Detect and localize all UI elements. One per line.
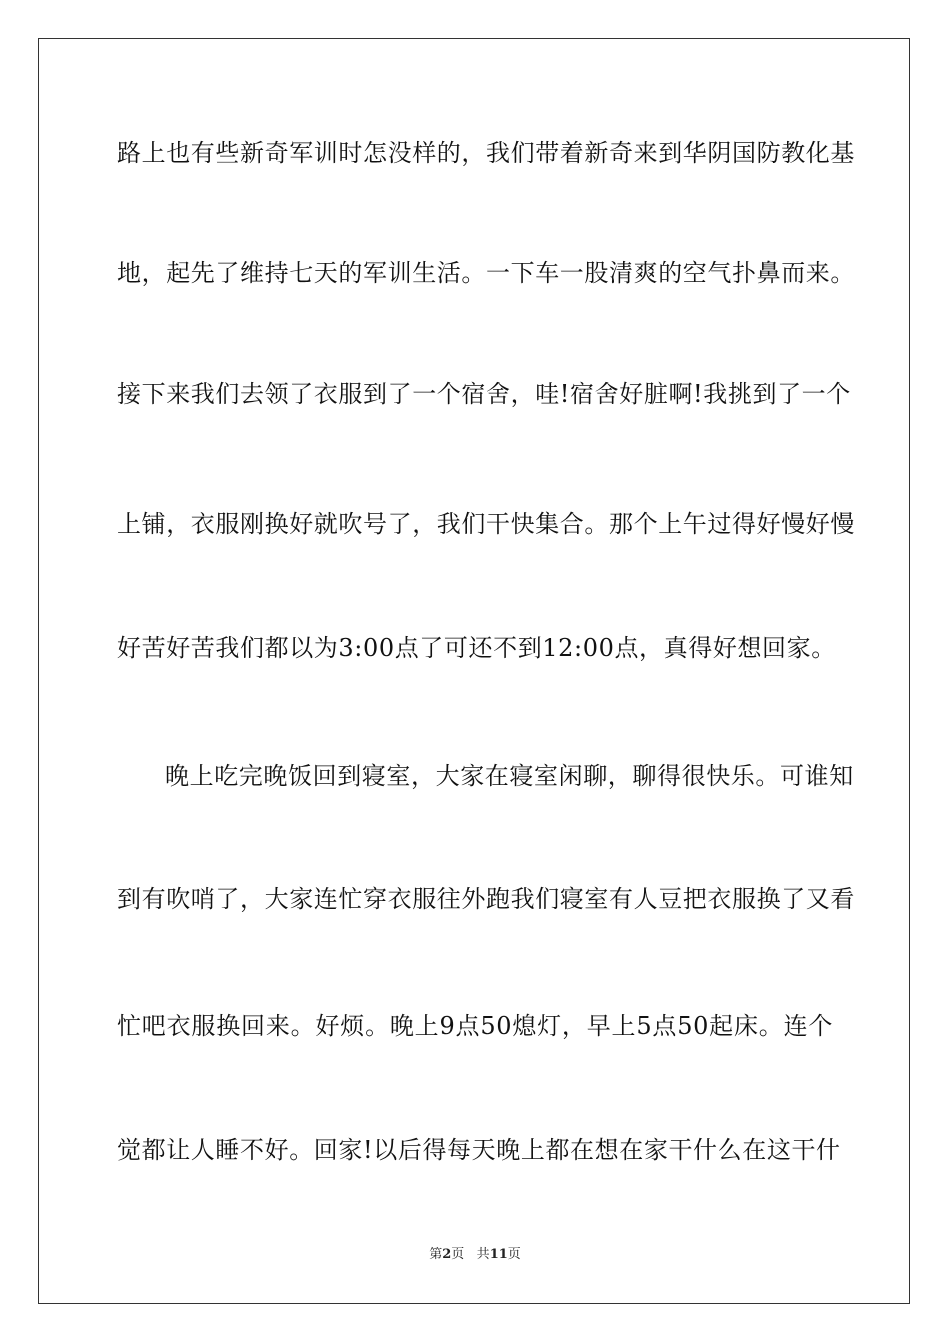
footer-page-number: 2	[442, 1247, 452, 1262]
footer-total-pages: 11	[489, 1247, 508, 1262]
body-text-line-5: 好苦好苦我们都以为3:00点了可还不到12:00点，真得好想回家。	[117, 634, 836, 662]
footer-total-prefix: 共	[476, 1247, 490, 1262]
page-border	[38, 38, 910, 1304]
footer-total-suffix: 页	[507, 1247, 521, 1262]
body-text-line-7: 到有吹哨了，大家连忙穿衣服往外跑我们寝室有人豆把衣服换了又看	[117, 885, 855, 913]
body-text-line-4: 上铺，衣服刚换好就吹号了，我们干快集合。那个上午过得好慢好慢	[117, 510, 855, 538]
body-text-line-1: 路上也有些新奇军训时怎没样的，我们带着新奇来到华阴国防教化基	[117, 139, 855, 167]
body-text-line-3: 接下来我们去领了衣服到了一个宿舍，哇!宿舍好脏啊!我挑到了一个	[117, 380, 851, 408]
footer-page-suffix: 页	[451, 1247, 465, 1262]
body-text-line-9: 觉都让人睡不好。回家!以后得每天晚上都在想在家干什么在这干什	[117, 1136, 841, 1164]
body-text-line-2: 地，起先了维持七天的军训生活。一下车一股清爽的空气扑鼻而来。	[117, 259, 855, 287]
footer-page-prefix: 第	[429, 1247, 443, 1262]
page-footer	[0, 1246, 950, 1264]
body-text-line-8: 忙吧衣服换回来。好烦。晚上9点50熄灯，早上5点50起床。连个	[117, 1012, 833, 1040]
body-text-line-6: 晚上吃完晚饭回到寝室，大家在寝室闲聊，聊得很快乐。可谁知	[165, 762, 854, 790]
